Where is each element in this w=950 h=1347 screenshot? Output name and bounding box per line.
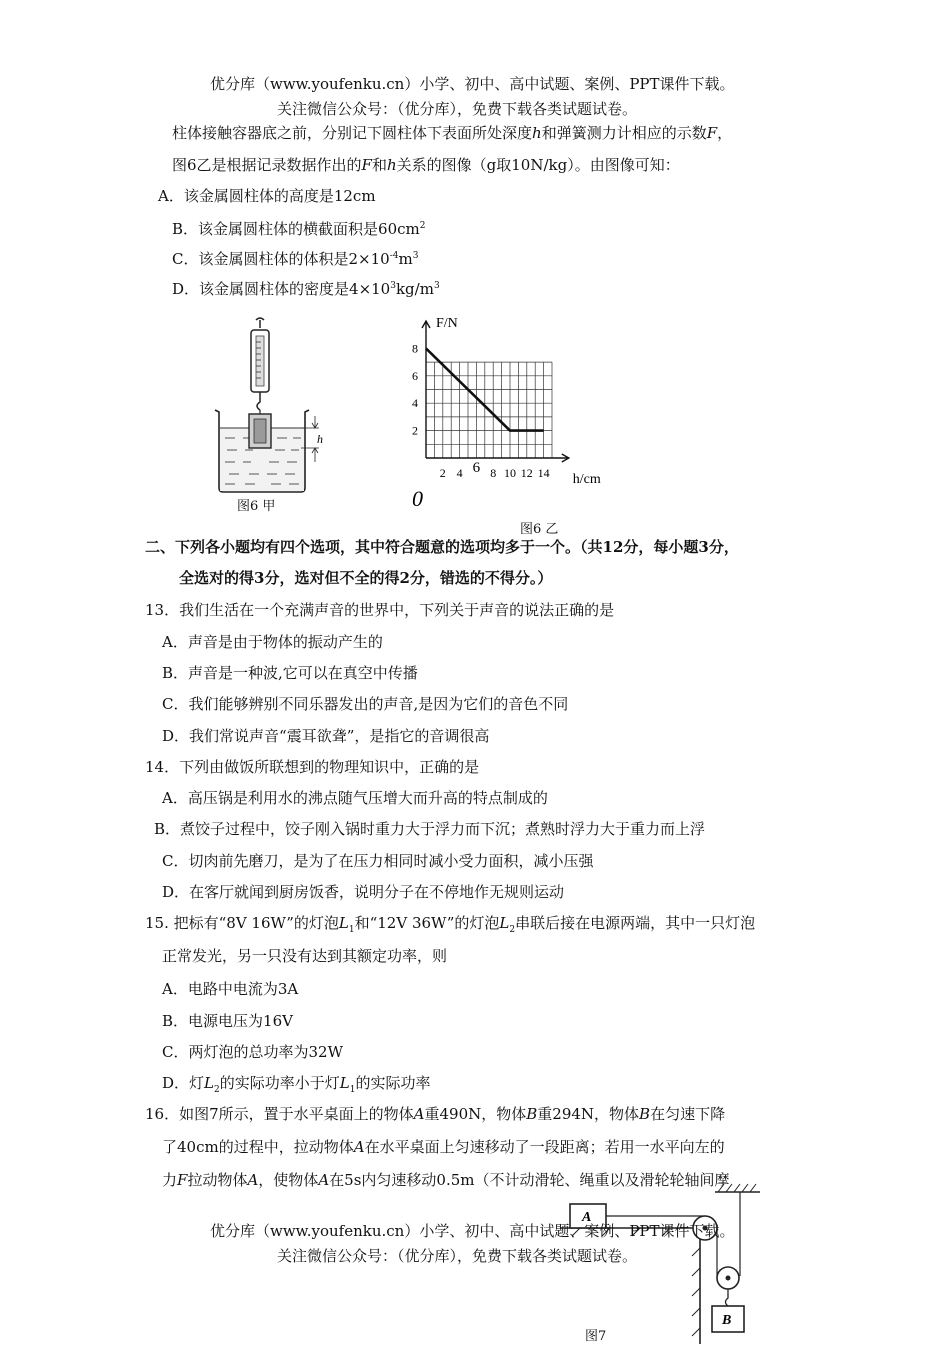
q15-stem-line-2: 正常发光，另一只没有达到其额定功率，则 [162,947,448,965]
block-a-label: A [582,1210,592,1225]
q16-line-2: 了40cm的过程中，拉动物体A在水平桌面上匀速移动了一段距离；若用一水平向左的 [162,1138,725,1156]
x-axis-label: h/cm [572,472,601,487]
q13-option-c: C．我们能够辨别不同乐器发出的声音,是因为它们的音色不同 [162,695,569,713]
q12-line-1: 柱体接触容器底之前，分别记下圆柱体下表面所处深度h和弹簧测力计相应的示数F， [172,124,733,142]
q12-option-a: A．该金属圆柱体的高度是12cm [158,187,376,205]
y-tick-label: 8 [412,341,418,356]
y-axis-label: F/N [436,316,458,331]
figure-6-jia [205,316,335,516]
q12-option-d: D．该金属圆柱体的密度是$4\times 10^3kg/m^3$ [172,280,440,298]
q15-option-a: A．电路中电流为3A [162,980,299,998]
section-2-heading: 二、下列各小题均有四个选项，其中符合题意的选项均多于一个。（共12分，每小题3分， [145,538,739,556]
figure-6-jia-caption: 图6 甲 [237,499,276,514]
x-tick-label: 4 [456,466,463,480]
q14-option-b: B．煮饺子过程中，饺子刚入锅时重力大于浮力而下沉；煮熟时浮力大于重力而上浮 [154,820,706,838]
figure-6-yi-caption: 图6 乙 [520,522,559,537]
y-tick-label: 4 [412,396,418,411]
y-tick-label: 6 [412,368,418,383]
q15-option-c: C．两灯泡的总功率为32W [162,1043,343,1061]
q13-option-b: B．声音是一种波,它可以在真空中传播 [162,664,418,682]
x-tick-label: 10 [504,466,516,480]
x-tick-label: 2 [439,466,446,480]
q14-stem: 14．下列由做饭所联想到的物理知识中，正确的是 [145,758,480,776]
q14-option-c: C．切肉前先磨刀，是为了在压力相同时减小受力面积，减小压强 [162,852,594,870]
q16-line-3: 力F拉动物体A，使物体A在5s内匀速移动0.5m（不计动滑轮、绳重以及滑轮轮轴间摩 [162,1171,730,1189]
block-b-label: B [722,1313,732,1328]
q13-option-a: A．声音是由于物体的振动产生的 [162,633,383,651]
q14-option-a: A．高压锅是利用水的沸点随气压增大而升高的特点制成的 [162,789,548,807]
footer-line-1: 优分库（www.youfenku.cn）小学、初中、高中试题、案例、PPT课件下载。 [210,1222,735,1240]
q12-option-b: B．该金属圆柱体的横截面积是$60cm^2$ [172,220,426,238]
figure-7-caption: 图7 [585,1329,607,1344]
q12-line-2: 图6乙是根据记录数据作出的F和h关系的图像（g取10N/kg）。由图像可知： [172,156,680,174]
h-dimension-label: h [317,432,323,446]
footer-line-2: 关注微信公众号：（优分库），免费下载各类试题试卷。 [277,1247,638,1265]
x-tick-label: 12 [520,466,533,480]
origin-label: 0 [412,486,423,511]
q13-stem: 13．我们生活在一个充满声音的世界中，下列关于声音的说法正确的是 [145,601,615,619]
figure-6-yi-chart [400,316,740,541]
q12-option-c: C．该金属圆柱体的体积是$2\times 10^{-4}m^3$ [172,250,419,268]
q14-option-d: D．在客厅就闻到厨房饭香，说明分子在不停地作无规则运动 [162,883,565,901]
section-2-scoring: 全选对的得3分，选对但不全的得2分，错选的不得分。） [179,569,553,587]
q15-option-b: B．电源电压为16V [162,1012,293,1030]
q15-stem-line-1: 15. 把标有“8V 16W”的灯泡$L_1$和“12V 36W”的灯泡$L_2$串联后接在电源两端，其中一只灯泡 [145,914,756,935]
x-tick-label: 8 [490,466,497,480]
q15-option-d: D．灯$L_2$的实际功率小于灯$L_1$的实际功率 [162,1074,431,1095]
x-tick-label: 14 [537,466,550,480]
x-tick-label: 6 [472,460,481,476]
header-line-2: 关注微信公众号：（优分库），免费下载各类试题试卷。 [277,100,638,118]
y-tick-label: 2 [412,423,418,438]
q13-option-d: D．我们常说声音“震耳欲聋”，是指它的音调很高 [162,727,490,745]
q16-line-1: 16．如图7所示，置于水平桌面上的物体A重490N，物体B重294N，物体B在匀速下降 [145,1105,726,1123]
header-line-1: 优分库（www.youfenku.cn）小学、初中、高中试题、案例、PPT课件下载。 [210,75,735,93]
